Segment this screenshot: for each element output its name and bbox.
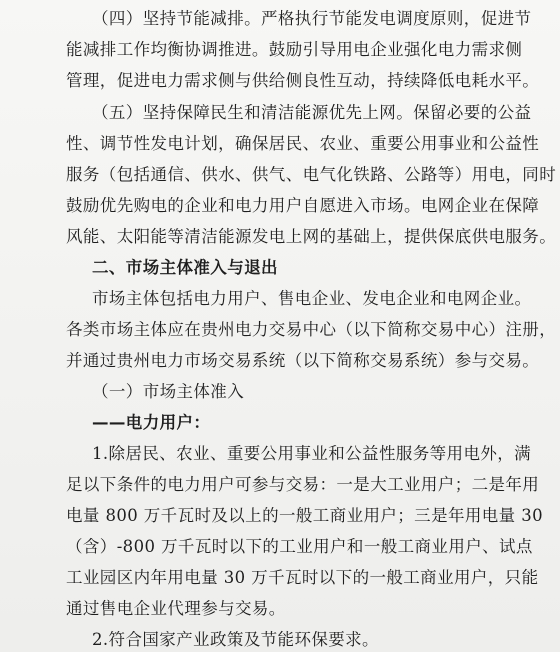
paragraph-4-line-2: 能减排工作均衡协调推进。鼓励引导用电企业强化电力需求侧 [66,40,523,59]
paragraph-4-line-3: 管理，促进电力需求侧与供给侧良性互动，持续降低电耗水平。 [66,71,540,90]
user-item-2-line-1: 2.符合国家产业政策及节能环保要求。 [92,630,379,649]
paragraph-5-line-3: 服务（包括通信、供水、供气、电气化铁路、公路等）用电，同时 [66,165,557,184]
subsection-1-heading: （一）市场主体准入 [92,382,245,401]
electric-user-heading: ——电力用户： [92,413,211,432]
paragraph-4-line-1: （四）坚持节能减排。严格执行节能发电调度原则，促进节 [92,9,532,28]
user-item-1-line-6: 通过售电企业代理参与交易。 [66,599,286,618]
user-item-1-line-1: 1.除居民、农业、重要公用事业和公益性服务等用电外，满 [92,444,532,463]
user-item-1-line-5: 工业园区内年用电量 30 万千瓦时以下的一般工商业用户，只能 [66,568,539,587]
paragraph-5-line-1: （五）坚持保障民生和清洁能源优先上网。保留必要的公益 [92,103,532,122]
section-2-heading: 二、市场主体准入与退出 [92,258,278,277]
user-item-1-line-2: 足以下条件的电力用户可参与交易：一是大工业用户；二是年用 [66,475,540,494]
paragraph-5-line-2: 性、调节性发电计划，确保居民、农业、重要公用事业和公益性 [66,134,540,153]
section-2-line-3: 并通过贵州电力市场交易系统（以下简称交易系统）参与交易。 [66,351,540,370]
section-2-line-1: 市场主体包括电力用户、售电企业、发电企业和电网企业。 [92,289,532,308]
paragraph-5-line-4: 鼓励优先购电的企业和电力用户自愿进入市场。电网企业在保障 [66,196,540,215]
paragraph-5-line-5: 风能、太阳能等清洁能源发电上网的基础上，提供保底供电服务。 [66,227,557,246]
section-2-line-2: 各类市场主体应在贵州电力交易中心（以下简称交易中心）注册， [66,320,557,339]
user-item-1-line-3: 电量 800 万千瓦时及以上的一般工商业用户；三是年用电量 30 [66,506,544,525]
user-item-1-line-4: （含）-800 万千瓦时以下的工业用户和一般工商业用户、试点 [66,537,533,556]
